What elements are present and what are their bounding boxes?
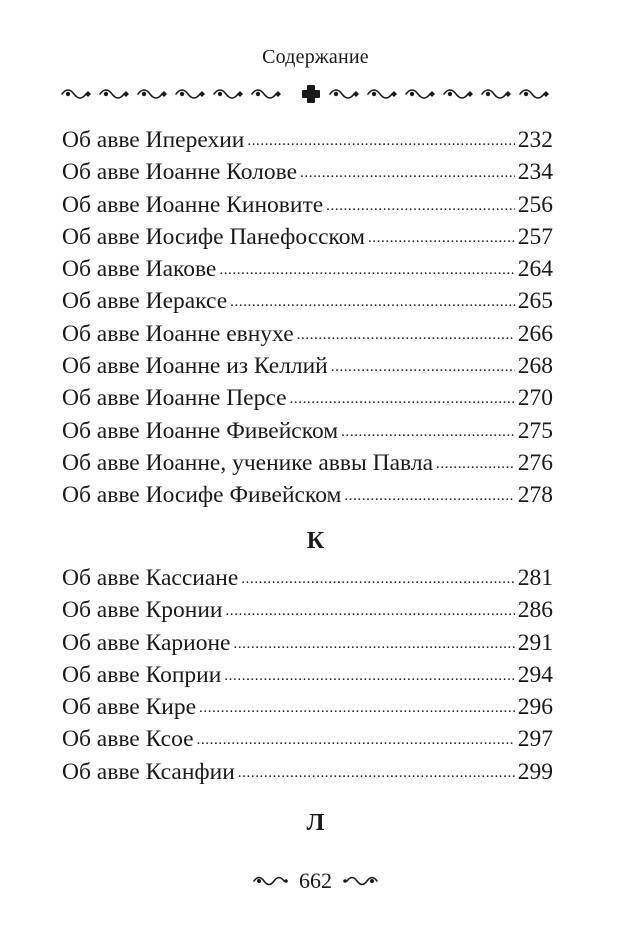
entry-title: Об авве Иоанне Персе [62,385,287,412]
dot-leader [368,219,515,254]
entry-page: 286 [517,597,553,624]
entry-title: Об авве Кассиане [62,565,239,591]
dot-leader [197,721,515,756]
entry-title: Об авве Иоанне из Келлий [62,353,328,380]
entry-page: 234 [517,159,553,186]
page-number: 662 [299,868,332,893]
toc-entry [62,562,553,594]
toc-entry [62,691,553,723]
toc-entry [62,156,553,188]
scroll-flourish-right-icon [340,872,380,890]
toc-entry [62,350,553,382]
entry-page: 296 [517,694,553,721]
toc-entry [62,627,553,659]
dot-leader [224,657,514,692]
dot-leader [344,477,514,512]
toc-entry [62,124,553,156]
dot-leader [233,625,514,660]
entry-page: 276 [517,449,553,476]
entry-title: Об авве Иперехии [62,127,245,153]
dot-leader [219,251,514,286]
entry-page: 265 [517,288,553,315]
section-letter-l: Л [306,810,325,836]
entry-page: 278 [517,482,553,509]
toc-entry [62,285,553,317]
entry-title: Об авве Карионе [62,629,231,656]
entry-title: Об авве Иоанне, ученике аввы Павла [62,449,433,476]
scroll-flourish-left-icon [251,872,291,890]
dot-leader [238,754,515,789]
entry-page: 275 [517,417,553,444]
dot-leader [290,380,515,415]
dot-leader [436,445,515,480]
entry-page: 266 [517,320,553,347]
entry-title: Об авве Иераксе [62,288,228,315]
dot-leader [341,413,515,448]
toc-entry [62,318,553,350]
entry-title: Об авве Иакове [62,256,217,283]
dot-leader [331,348,515,383]
entry-title: Об авве Иоанне Колове [62,159,298,186]
dot-leader [326,187,515,222]
section-letter-k: К [306,528,325,554]
toc-section-k [62,562,553,788]
entry-page: 291 [517,629,553,656]
entry-title: Об авве Иоанне евнухе [62,320,294,347]
dot-leader [247,122,514,157]
toc-entry [62,594,553,626]
entry-page: 297 [517,726,553,753]
entry-title: Об авве Кронии [62,597,223,624]
ornament-band-icon [58,80,564,108]
toc-section-i [62,124,553,512]
toc-entry [62,447,553,479]
entry-page: 270 [517,385,553,412]
toc-entry [62,415,553,447]
entry-page: 299 [517,758,553,785]
entry-title: Об авве Иосифе Фивейском [62,482,342,509]
entry-page: 257 [517,223,553,250]
dot-leader [226,592,515,627]
dot-leader [230,283,515,318]
dot-leader [199,689,515,724]
toc-entry [62,253,553,285]
dot-leader [300,154,515,189]
toc-entry [62,659,553,691]
dot-leader [297,316,515,351]
entry-page: 268 [517,353,553,380]
entry-title: Об авве Иосифе Панефосском [62,223,365,250]
entry-title: Об авве Иоанне Фивейском [62,417,339,444]
entry-page: 281 [517,565,553,591]
entry-page: 294 [517,661,553,688]
entry-title: Об авве Иоанне Киновите [62,191,324,218]
running-header: Содержание [262,46,369,68]
entry-title: Об авве Кире [62,694,197,721]
entry-title: Об авве Ксое [62,726,194,753]
toc-entry [62,479,553,511]
toc-entry [62,723,553,755]
entry-title: Об авве Коприи [62,661,222,688]
entry-title: Об авве Ксанфии [62,758,235,785]
toc-entry [62,189,553,221]
dot-leader [241,560,514,595]
entry-page: 232 [517,127,553,153]
toc-entry [62,382,553,414]
entry-page: 256 [517,191,553,218]
toc-entry [62,221,553,253]
page-footer [0,866,631,896]
toc-entry [62,756,553,788]
entry-page: 264 [517,256,553,283]
